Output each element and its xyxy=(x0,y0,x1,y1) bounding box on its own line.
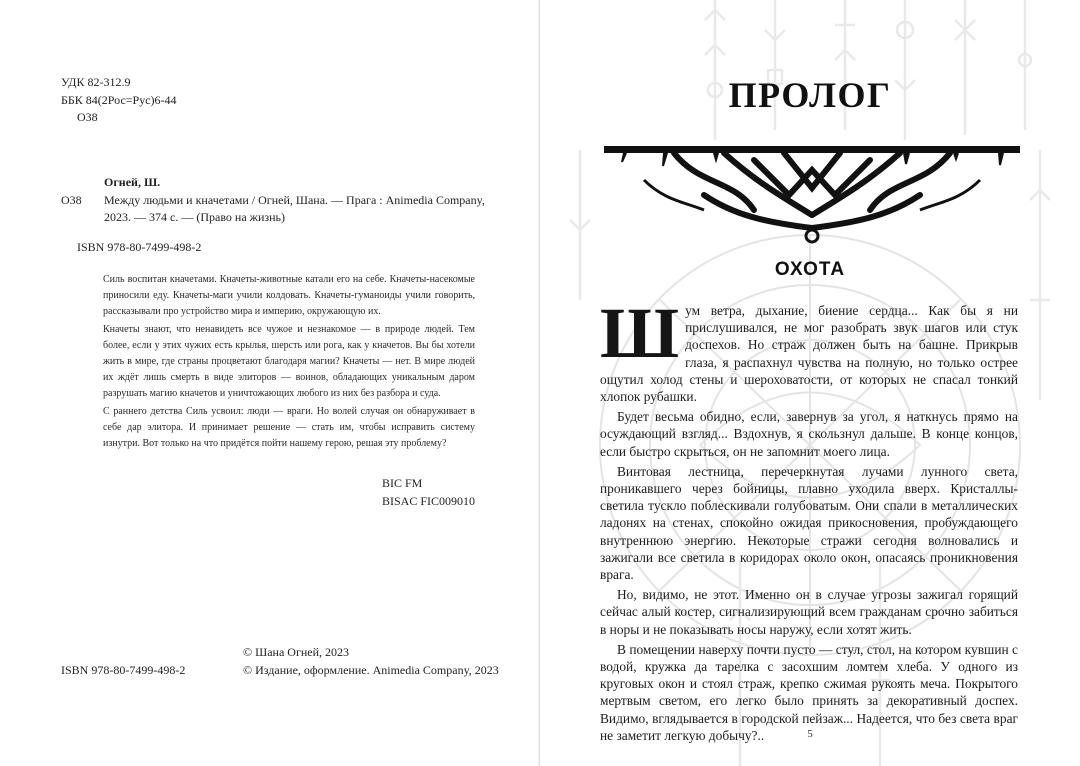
right-page xyxy=(540,0,1080,766)
body-paragraph-1 xyxy=(600,293,1018,405)
page-number: 5 xyxy=(807,728,813,740)
first-paragraph-text: ум ветра, дыхание, биение сердца... Как бы я ни прислушивался, не мог разобрать звук шагов или стук доспехов. Но страж должен быть на башне. Прикрыв глаза, я распахнул чувства на полную, но только острее ощутил холод стены и шероховатости, от которых не спасал тонкий хлопок рубашки. xyxy=(600,303,1018,405)
isbn-bottom: ISBN 978-80-7499-498-2 xyxy=(61,663,186,677)
annotation-paragraph-3: С раннего детства Силь усвоил: люди — враги. Но волей случая он обнаруживает в себе дар элитора. И принимает решение — стать им, чтобы исправить систему изнутри. Вот только на что придётся пойти нашему герою, решая эту проблему? xyxy=(103,406,475,449)
bibliographic-line-1: Между людьми и кначетами / Огней, Шана. — Прага : Animedia Company, xyxy=(104,193,485,207)
annotation-paragraph-1: Силь воспитан кначетами. Кначеты-животные катали его на себе. Кначеты-насекомые приносили еду. Кначеты-маги учили колдовать. Кначеты-гуманоиды учили говорить, рассказывали про устройство мира и империю, окружающую их. xyxy=(103,274,475,317)
author-sign-margin: О38 xyxy=(61,193,82,207)
copyright-author: © Шана Огней, 2023 xyxy=(243,645,350,659)
body-paragraph-2: Будет весьма обидно, если, завернув за угол, я наткнусь прямо на осуждающий взгляд... Вздохнув, я скользнул дальше. В конце концов, если быстро скрыться, он не запомнит моего лица. xyxy=(600,409,1018,459)
body-paragraph-4: Но, видимо, не этот. Именно он в случае угрозы зажигал горящий сейчас алый костер, сигнализирующий всем гражданам срочно забиться в норы и не показывать носы наружу, если хотят жить. xyxy=(600,587,1018,637)
annotation-paragraph-2: Кначеты знают, что ненавидеть все чужое и незнакомое — в природе людей. Тем более, если у этих чужих есть крылья, шерсть или рога, как у кначетов. Вы бы хотели жить в мире, где страны процветают благодаря магии? Кначеты — нет. В мире людей их ждёт лишь смерть в виде элиторов — воинов, обладающих уникальным даром разрушать магию кначетов и уничтожающих любого из них без разбора и суда. xyxy=(103,324,475,399)
author-heading: Огней, Ш. xyxy=(104,175,161,189)
bisac-code: BISAC FIC009010 xyxy=(382,494,476,508)
author-sign: О38 xyxy=(77,110,98,124)
bic-code: BIC FM xyxy=(382,476,423,490)
bibliographic-line-2: 2023. — 374 с. — (Право на жизнь) xyxy=(104,210,285,224)
isbn-top: ISBN 978-80-7499-498-2 xyxy=(77,240,202,254)
copyright-publisher: © Издание, оформление. Animedia Company, 2023 xyxy=(243,663,499,677)
chapter-body xyxy=(600,293,1018,747)
body-paragraph-3: Винтовая лестница, перечеркнутая лучами лунного света, проникавшего через бойницы, плавно уходила вверх. Кристаллы-светила тускло поблескивали голубоватым. Они спали в металлических ладонях на стенах, спокойно ожидая прикосновения, пробуждающего внутреннюю энергию. Некоторые стражи сегодня волновались и зажигали все светила в коридорах около окон, опасаясь проникновения врага. xyxy=(600,463,1018,583)
body-paragraph-5: В помещении наверху почти пусто — стул, стол, на котором кувшин с водой, кружка да тарелка с засохшим ломтем хлеба. У одного из круговых окон и стоял страж, крепко сжимая рукоять меча. Покрытого мертвым светом, его легко было принять за декоративный доспех. Видимо, вглядывается в городской пейзаж... Надеется, что без света враг не заметит легкую добычу?.. xyxy=(600,641,1018,743)
chapter-title: ПРОЛОГ xyxy=(728,75,892,115)
bbk-index: ББК 84(2Рос=Рус)6-44 xyxy=(61,93,177,107)
udk-index: УДК 82-312.9 xyxy=(61,75,131,89)
drop-cap: Ш xyxy=(600,293,680,373)
section-title: ОХОТА xyxy=(774,259,846,280)
ornamental-divider xyxy=(604,140,1020,244)
